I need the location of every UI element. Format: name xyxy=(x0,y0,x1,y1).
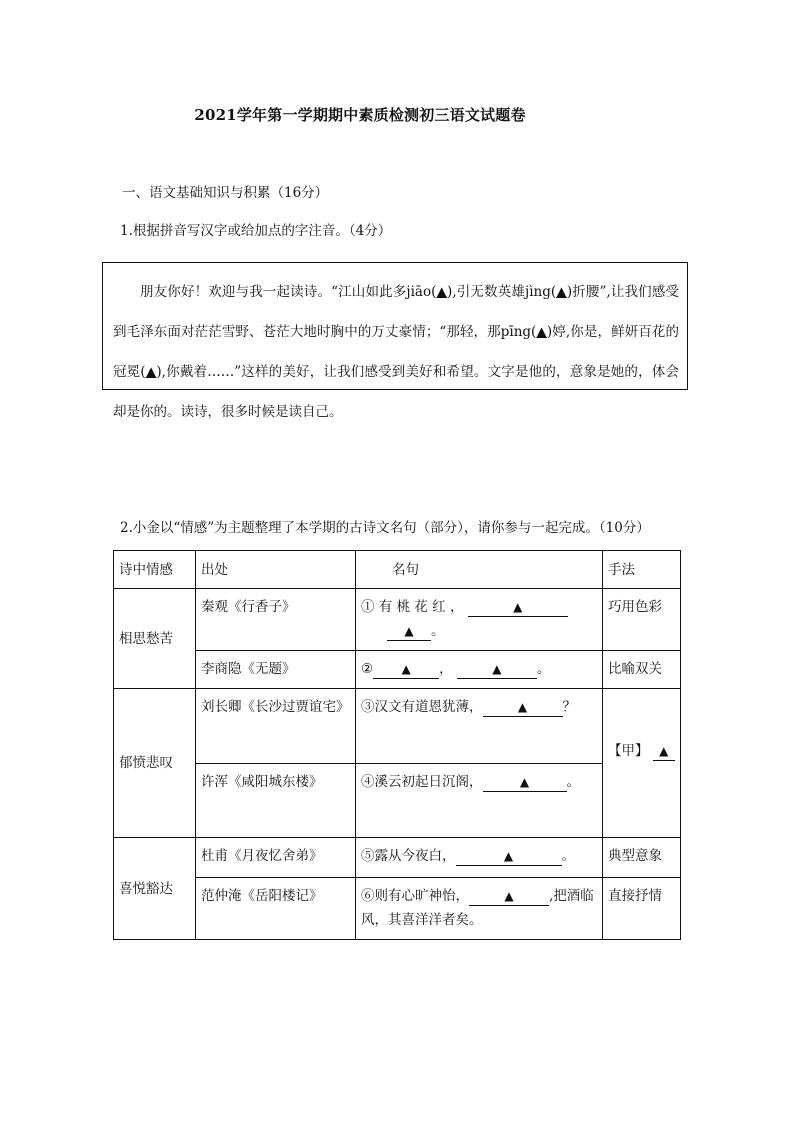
passage-segment: ),你戴着……”这样的美好，让我们感受到美好和希望。文字是他的，意象是她的，体会却是你的。读诗，很多时候是读自己。 xyxy=(113,364,679,420)
passage-text xyxy=(103,263,687,432)
quote-cell xyxy=(356,651,603,689)
quote-text: 。 xyxy=(566,774,580,790)
table-row xyxy=(114,878,681,940)
section-heading: 一、语文基础知识与积累（16分） xyxy=(122,185,329,201)
answer-blank[interactable]: ▲ xyxy=(536,324,547,340)
method-cell: 直接抒情 xyxy=(603,878,681,940)
quote-text: 。 xyxy=(536,661,551,677)
table-row xyxy=(114,838,681,878)
source-cell: 刘长卿《长沙过贾谊宅》 xyxy=(196,689,356,764)
answer-blank[interactable]: ▲ xyxy=(483,698,563,717)
method-cell: 比喻双关 xyxy=(603,651,681,689)
source-cell: 杜甫《月夜忆舍弟》 xyxy=(196,838,356,878)
answer-blank[interactable]: ▲ xyxy=(468,598,568,617)
header-quote: 名句 xyxy=(356,551,603,589)
quote-text: ⑥则有心旷神怡， xyxy=(361,888,469,904)
header-emotion: 诗中情感 xyxy=(114,551,196,589)
quote-cell xyxy=(356,878,603,940)
answer-blank[interactable]: ▲ xyxy=(483,773,567,792)
answer-blank[interactable]: ▲ xyxy=(457,660,537,679)
quote-text: ， xyxy=(439,661,453,677)
answer-blank[interactable]: ▲ xyxy=(373,660,439,679)
quote-cell xyxy=(356,764,603,838)
quote-text: ④溪云初起日沉阁， xyxy=(361,774,483,790)
header-source: 出处 xyxy=(196,551,356,589)
answer-blank[interactable]: ▲ xyxy=(469,887,549,906)
table-header-row xyxy=(114,551,681,589)
emotion-cell: 郁愤悲叹 xyxy=(114,689,196,838)
passage-segment: )折腰”,让我们感受到毛泽东面对茫茫雪野、苍茫大地时胸中的万丈豪情；“那轻，那pīng( xyxy=(113,284,679,340)
quote-text: ？ xyxy=(562,699,576,715)
quote-cell xyxy=(356,838,603,878)
method-cell: 巧用色彩 xyxy=(603,589,681,651)
method-cell xyxy=(603,689,681,838)
source-cell: 秦观《行香子》 xyxy=(196,589,356,651)
quote-cell xyxy=(356,589,603,651)
table-row xyxy=(114,689,681,764)
quote-text: ② xyxy=(361,661,374,677)
passage-segment: )婷,你是，鲜妍百花的冠冕( xyxy=(113,324,679,380)
quote-text: ⑤露从今夜白， xyxy=(361,848,456,864)
table-row xyxy=(114,764,681,838)
poetry-table xyxy=(113,550,681,940)
question-1-prompt: 1.根据拼音写汉字或给加点的字注音。（4分） xyxy=(120,223,392,239)
answer-blank[interactable]: ▲ xyxy=(653,742,675,761)
emotion-cell: 喜悦豁达 xyxy=(114,838,196,940)
quote-cell xyxy=(356,689,603,764)
method-cell: 典型意象 xyxy=(603,838,681,878)
source-cell: 范仲淹《岳阳楼记》 xyxy=(196,878,356,940)
source-cell: 许浑《咸阳城东楼》 xyxy=(196,764,356,838)
answer-blank[interactable]: ▲ xyxy=(456,847,562,866)
answer-blank[interactable]: ▲ xyxy=(145,364,157,380)
quote-text: ,把酒临风，其喜洋洋者矣。 xyxy=(361,888,594,928)
question-2-prompt: 2.小金以“情感”为主题整理了本学期的古诗文名句（部分），请你参与一起完成。（10分） xyxy=(120,520,650,536)
answer-blank[interactable]: ▲ xyxy=(436,284,448,300)
passage-segment: 朋友你好！欢迎与我一起读诗。“江山如此多jiāo( xyxy=(140,284,437,300)
source-cell: 李商隐《无题》 xyxy=(196,651,356,689)
answer-blank[interactable]: ▲ xyxy=(556,284,567,300)
passage-segment: ),引无数英雄jìng( xyxy=(447,284,557,300)
table-row xyxy=(114,589,681,651)
quote-text: ① 有 桃 花 红 ， xyxy=(361,599,464,615)
quote-text: ③汉文有道恩犹薄， xyxy=(361,699,483,715)
quote-text: 。 xyxy=(561,848,575,864)
header-method: 手法 xyxy=(603,551,681,589)
page-title: 2021学年第一学期期中素质检测初三语文试题卷 xyxy=(194,106,526,124)
passage-box xyxy=(102,262,688,420)
answer-blank[interactable]: ▲ xyxy=(387,622,431,641)
emotion-cell: 相思愁苦 xyxy=(114,589,196,689)
quote-text: 。 xyxy=(431,623,445,639)
table-row xyxy=(114,651,681,689)
method-label: 【甲】 xyxy=(608,743,649,759)
